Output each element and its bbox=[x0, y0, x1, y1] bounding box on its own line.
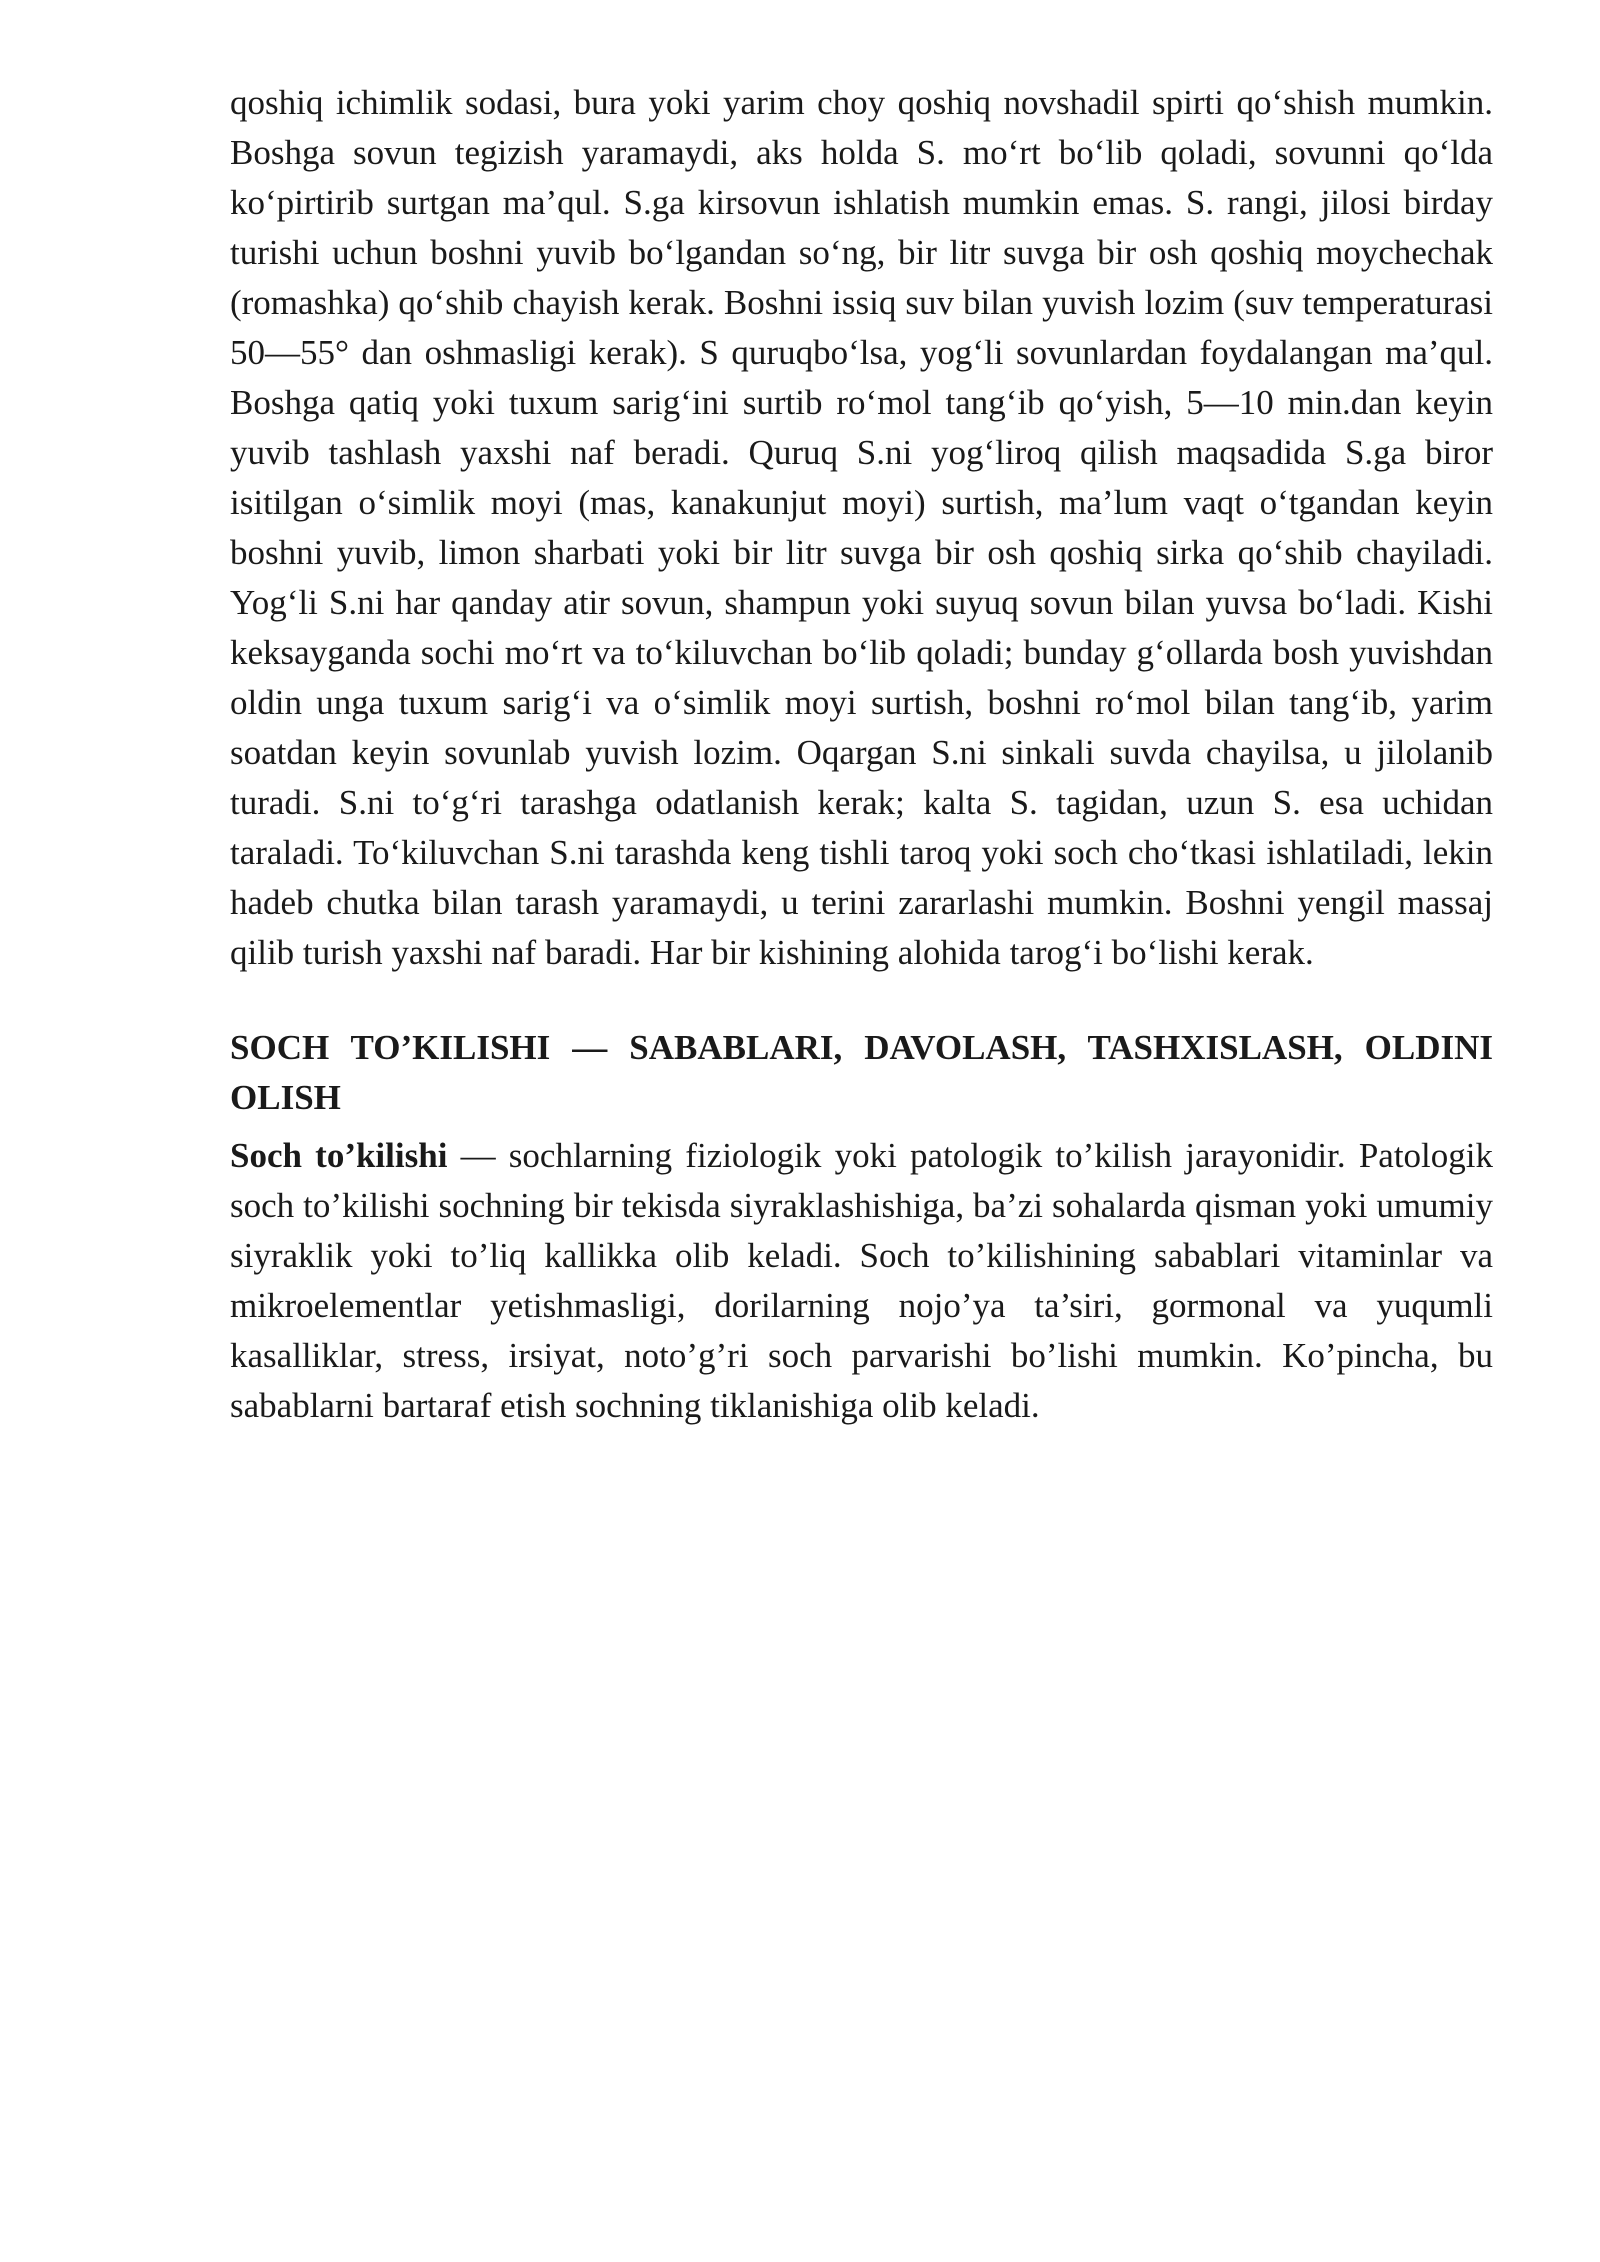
definition-text: — sochlarning fiziologik yoki patologik to’kilish jarayonidir. Patologik soch to’kilishi sochning bir tekisda siyraklashishiga, ba’zi sohalarda qisman yoki umumiy siyraklik yoki to’liq kallikka olib keladi. Soch to’kilishining sabablari vitaminlar va mikroelementlar yetishmasligi, dorilarning nojo’ya ta’siri, gormonal va yuqumli kasalliklar, stress, irsiyat, noto’g’ri soch parvarishi bo’lishi mumkin. Ko’pincha, bu sabablarni bartaraf etish sochning tiklanishiga olib keladi. bbox=[230, 1136, 1493, 1425]
body-paragraph: qoshiq ichimlik sodasi, bura yoki yarim choy qoshiq novshadil spirti qo‘shish mumkin. Boshga sovun tegizish yaramaydi, aks holda S. mo‘rt bo‘lib qoladi, sovunni qo‘lda ko‘pirtirib surtgan ma’qul. S.ga kirsovun ishlatish mumkin emas. S. rangi, jilosi birday turishi uchun boshni yuvib bo‘lgandan so‘ng, bir litr suvga bir osh qoshiq moychechak (romashka) qo‘shib chayish kerak. Boshni issiq suv bilan yuvish lozim (suv temperaturasi 50—55° dan oshmasligi kerak). S quruqbo‘lsa, yog‘li sovunlardan foydalangan ma’qul. Boshga qatiq yoki tuxum sarig‘ini surtib ro‘mol tang‘ib qo‘yish, 5—10 min.dan keyin yuvib tashlash yaxshi naf beradi. Quruq S.ni yog‘liroq qilish maqsadida S.ga biror isitilgan o‘simlik moyi (mas, kanakunjut moyi) surtish, ma’lum vaqt o‘tgandan keyin boshni yuvib, limon sharbati yoki bir litr suvga bir osh qoshiq sirka qo‘shib chayiladi. Yog‘li S.ni har qanday atir sovun, shampun yoki suyuq sovun bilan yuvsa bo‘ladi. Kishi keksayganda sochi mo‘rt va to‘kiluvchan bo‘lib qoladi; bunday g‘ollarda bosh yuvishdan oldin unga tuxum sarig‘i va o‘simlik moyi surtish, boshni ro‘mol bilan tang‘ib, yarim soatdan keyin sovunlab yuvish lozim. Oqargan S.ni sinkali suvda chayilsa, u jilolanib turadi. S.ni to‘g‘ri tarashga odatlanish kerak; kalta S. tagidan, uzun S. esa uchidan taraladi. To‘kiluvchan S.ni tarashda keng tishli taroq yoki soch cho‘tkasi ishlatiladi, lekin hadeb chutka bilan tarash yaramaydi, u terini zararlashi mumkin. Boshni yengil massaj qilib turish yaxshi naf baradi. Har bir kishining alohida tarog‘i bo‘lishi kerak. bbox=[230, 83, 1493, 972]
section-heading: SOCH TO’KILISHI — SABABLARI, DAVOLASH, TASHXISLASH, OLDINI OLISH bbox=[230, 1028, 1493, 1117]
document-page bbox=[230, 78, 1493, 1431]
defined-term: Soch to’kilishi bbox=[230, 1136, 448, 1175]
definition-paragraph bbox=[230, 1131, 1493, 1431]
